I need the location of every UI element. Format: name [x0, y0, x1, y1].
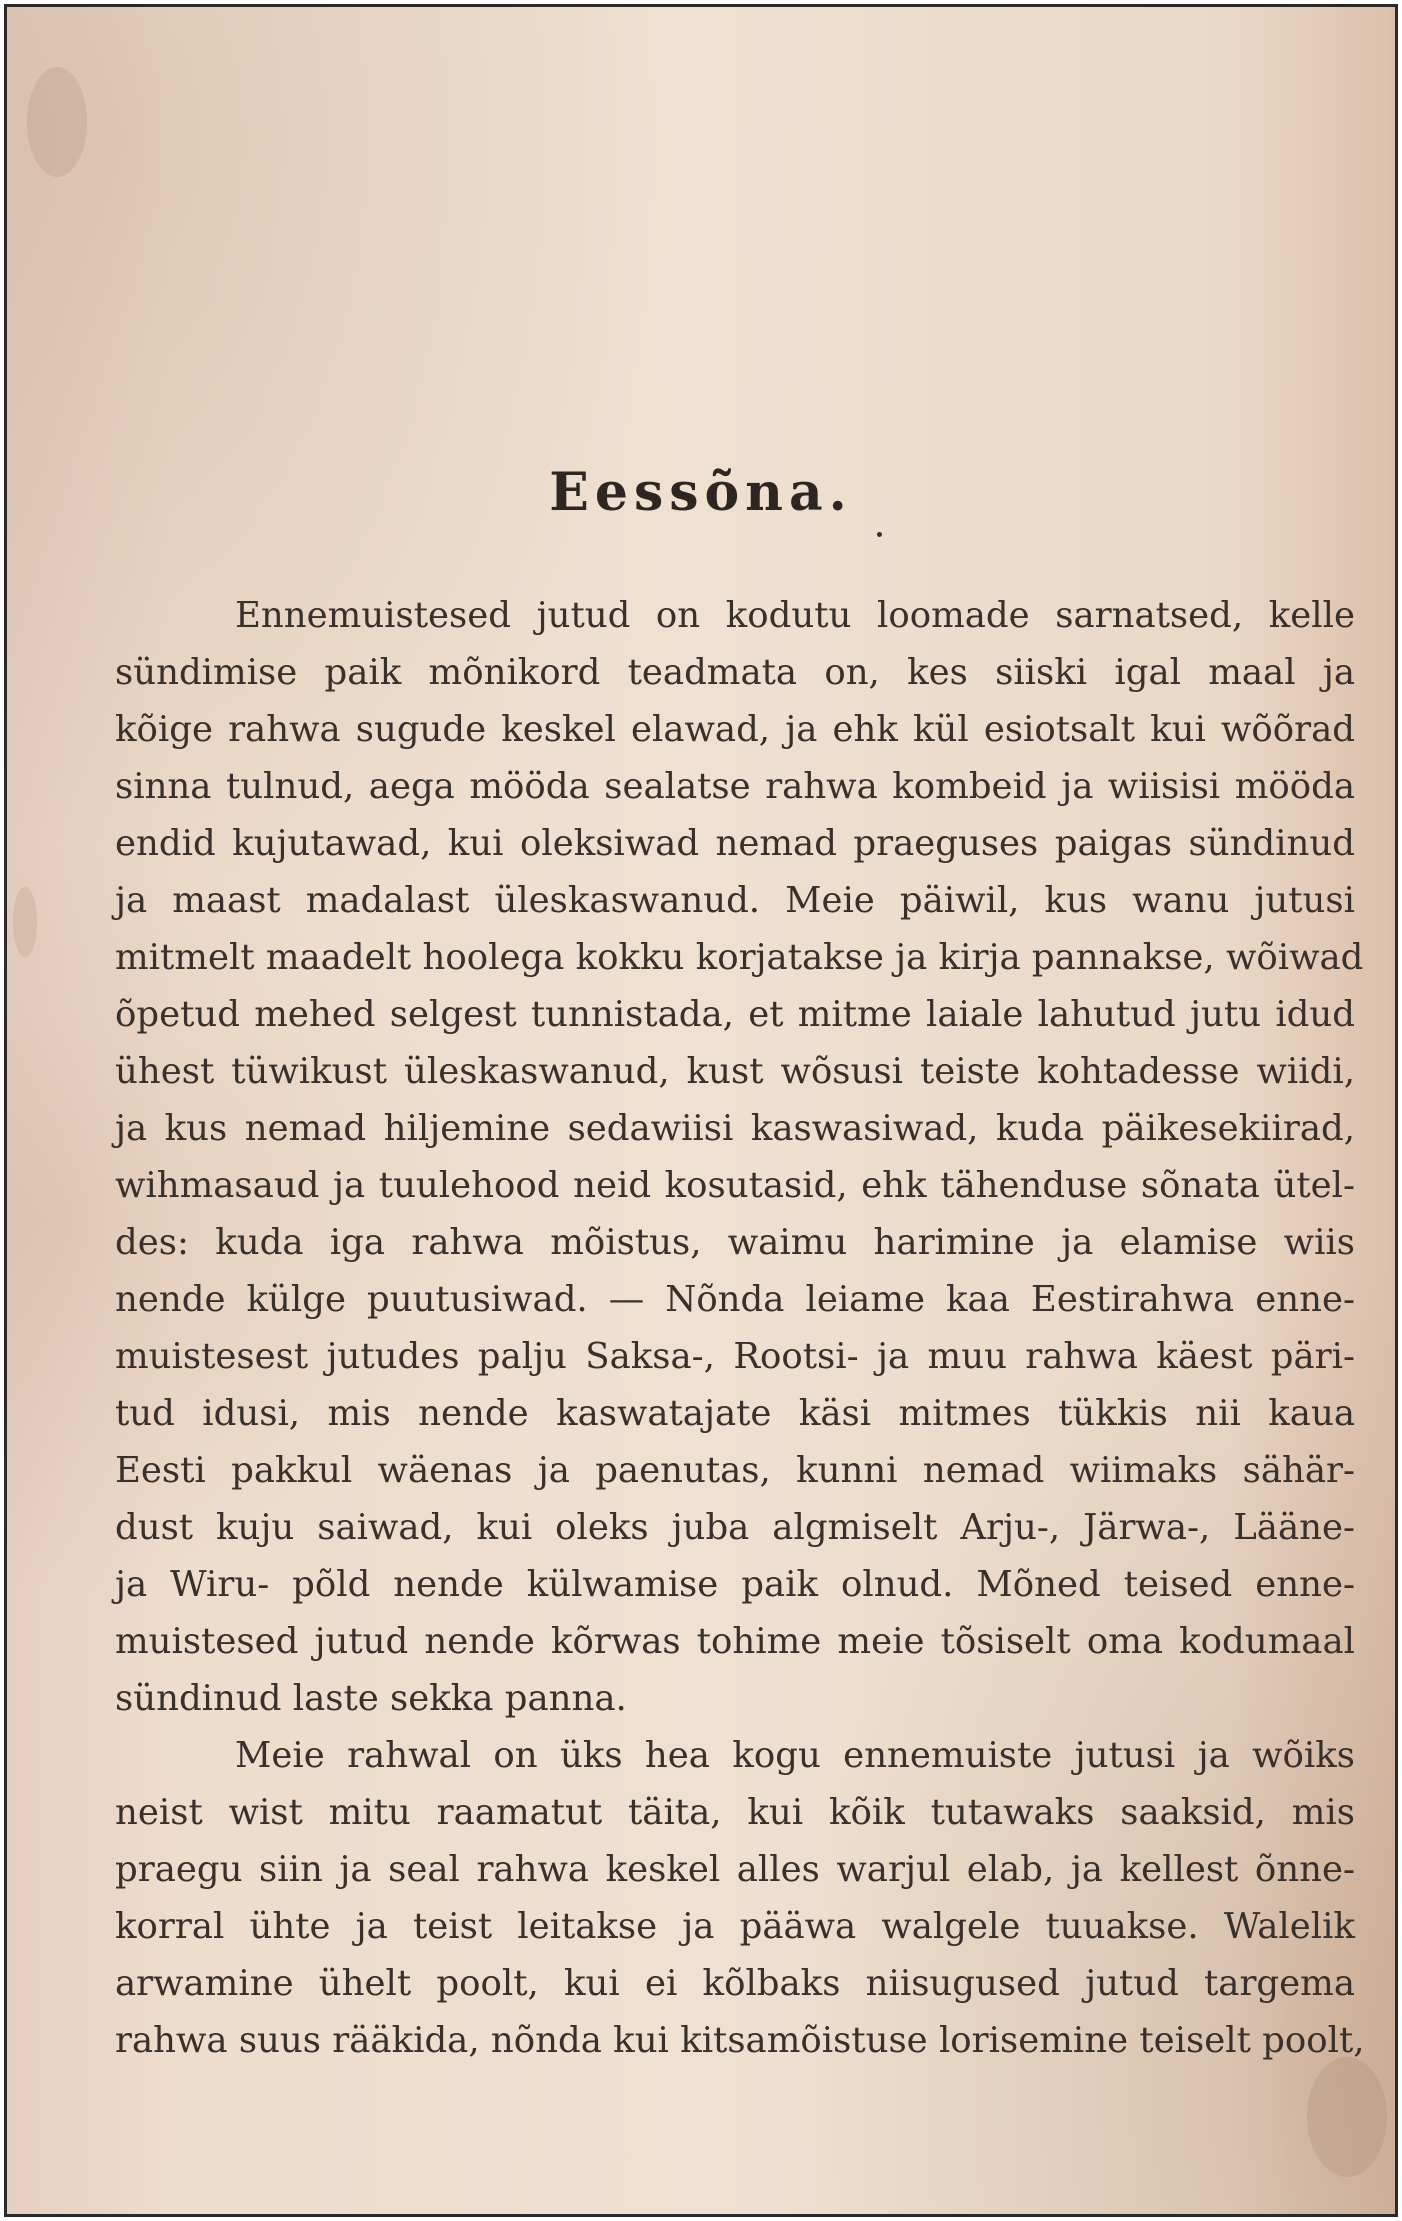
- page-title: Eessõna.: [549, 462, 853, 523]
- book-page: [4, 4, 1398, 2217]
- text-line: mitmelt maadelt hoolega kokku korjatakse ja kirja pannakse, wõiwad: [115, 937, 1364, 978]
- text-line: nende külge puutusiwad. — Nõnda leiame kaa Eestirahwa enne-: [115, 1279, 1355, 1320]
- paper-stain: [13, 887, 37, 957]
- text-line: sündimise paik mõnikord teadmata on, kes siiski igal maal ja: [115, 652, 1355, 693]
- paper-stain: [1307, 2057, 1387, 2177]
- text-line: neist wist mitu raamatut täita, kui kõik tutawaks saaksid, mis: [115, 1792, 1355, 1833]
- text-line: sinna tulnud, aega mööda sealatse rahwa kombeid ja wiisisi mööda: [115, 766, 1355, 807]
- text-line: des: kuda iga rahwa mõistus, waimu harimine ja elamise wiis: [115, 1222, 1355, 1263]
- text-line: rahwa suus rääkida, nõnda kui kitsamõistuse lorisemine teiselt poolt,: [115, 2020, 1365, 2061]
- text-line: korral ühte ja teist leitakse ja pääwa walgele tuuakse. Walelik: [115, 1906, 1355, 1947]
- text-line: ja Wiru- põld nende külwamise paik olnud. Mõned teised enne-: [115, 1564, 1355, 1605]
- paragraph-1: [115, 587, 1364, 1727]
- ink-dot: [877, 532, 882, 537]
- text-line: ja kus nemad hiljemine sedawiisi kaswasiwad, kuda päikesekiirad,: [115, 1108, 1355, 1149]
- text-line: Ennemuistesed jutud on kodutu loomade sarnatsed, kelle: [235, 595, 1355, 636]
- text-line: kõige rahwa sugude keskel elawad, ja ehk kül esiotsalt kui wõõrad: [115, 709, 1355, 750]
- body-text: [115, 587, 1365, 2069]
- text-line: Meie rahwal on üks hea kogu ennemuiste jutusi ja wõiks: [235, 1735, 1355, 1776]
- text-line: sündinud laste sekka panna.: [115, 1678, 627, 1719]
- text-line: tud idusi, mis nende kaswatajate käsi mitmes tükkis nii kaua: [115, 1393, 1355, 1434]
- paragraph-2: [115, 1727, 1365, 2069]
- text-line: ühest tüwikust üleskaswanud, kust wõsusi teiste kohtadesse wiidi,: [115, 1051, 1355, 1092]
- text-line: muistesed jutud nende kõrwas tohime meie tõsiselt oma kodumaal: [115, 1621, 1355, 1662]
- paper-stain: [27, 67, 87, 177]
- text-line: praegu siin ja seal rahwa keskel alles warjul elab, ja kellest õnne-: [115, 1849, 1355, 1890]
- text-line: dust kuju saiwad, kui oleks juba algmiselt Arju-, Järwa-, Lääne-: [115, 1507, 1355, 1548]
- text-line: õpetud mehed selgest tunnistada, et mitme laiale lahutud jutu idud: [115, 994, 1355, 1035]
- text-line: Eesti pakkul wäenas ja paenutas, kunni nemad wiimaks sähär-: [115, 1450, 1355, 1491]
- text-line: endid kujutawad, kui oleksiwad nemad praeguses paigas sündinud: [115, 823, 1355, 864]
- text-line: wihmasaud ja tuulehood neid kosutasid, ehk tähenduse sõnata ütel-: [115, 1165, 1355, 1206]
- text-line: arwamine ühelt poolt, kui ei kõlbaks niisugused jutud targema: [115, 1963, 1355, 2004]
- text-line: ja maast madalast üleskaswanud. Meie päiwil, kus wanu jutusi: [115, 880, 1355, 921]
- text-line: muistesest jutudes palju Saksa-, Rootsi- ja muu rahwa käest päri-: [115, 1336, 1355, 1377]
